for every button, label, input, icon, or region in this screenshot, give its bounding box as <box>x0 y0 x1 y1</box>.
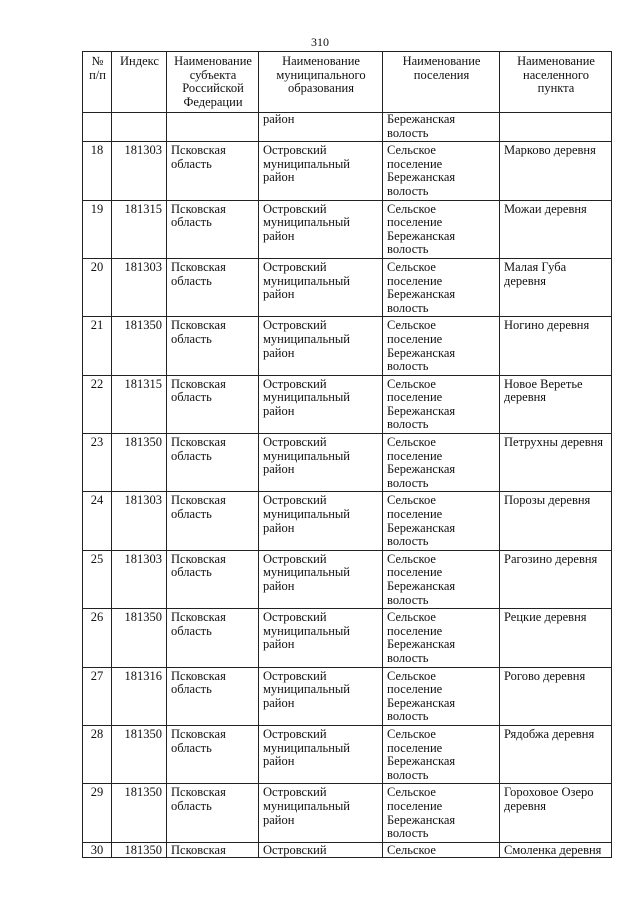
cell-number: 23 <box>83 434 112 492</box>
cell-subject: Псковская область <box>167 667 259 725</box>
cell-locality: Новое Веретье деревня <box>500 375 612 433</box>
table-row <box>83 492 612 550</box>
page-number: 310 <box>311 35 329 49</box>
cell-municipality: Островский муниципальный район <box>259 609 383 667</box>
table-row <box>83 725 612 783</box>
cell-subject: Псковская область <box>167 317 259 375</box>
cell-settlement: Сельское поселение Бережанская волость <box>383 375 500 433</box>
table-row <box>83 317 612 375</box>
cell-locality <box>500 113 612 142</box>
cell-subject: Псковская область <box>167 725 259 783</box>
cell-settlement: Сельское поселение Бережанская волость <box>383 142 500 200</box>
cell-settlement: Сельское поселение Бережанская волость <box>383 667 500 725</box>
cell-locality: Петрухны деревня <box>500 434 612 492</box>
cell-subject: Псковская <box>167 842 259 858</box>
cell-number: 28 <box>83 725 112 783</box>
cell-settlement: Сельское поселение Бережанская волость <box>383 317 500 375</box>
settlements-table <box>82 51 612 858</box>
cell-number: 20 <box>83 258 112 316</box>
cell-number: 27 <box>83 667 112 725</box>
cell-number: 30 <box>83 842 112 858</box>
header-number: № п/п <box>83 52 112 113</box>
cell-settlement: Бережанская волость <box>383 113 500 142</box>
cell-number: 29 <box>83 784 112 842</box>
cell-subject: Псковская область <box>167 258 259 316</box>
cell-municipality: Островский муниципальный район <box>259 434 383 492</box>
header-locality: Наименование населенного пункта <box>500 52 612 113</box>
table-row <box>83 667 612 725</box>
cell-index: 181350 <box>112 609 167 667</box>
table-row <box>83 784 612 842</box>
table-body <box>83 113 612 858</box>
cell-municipality: район <box>259 113 383 142</box>
cell-subject: Псковская область <box>167 784 259 842</box>
cell-number: 26 <box>83 609 112 667</box>
table-row <box>83 142 612 200</box>
cell-locality: Ногино деревня <box>500 317 612 375</box>
cell-subject: Псковская область <box>167 142 259 200</box>
cell-settlement: Сельское поселение Бережанская волость <box>383 200 500 258</box>
cell-subject <box>167 113 259 142</box>
cell-number: 19 <box>83 200 112 258</box>
cell-municipality: Островский муниципальный район <box>259 258 383 316</box>
cell-municipality: Островский муниципальный район <box>259 550 383 608</box>
header-subject: Наименование субъекта Российской Федерации <box>167 52 259 113</box>
cell-municipality: Островский <box>259 842 383 858</box>
table-row <box>83 434 612 492</box>
cell-settlement: Сельское поселение Бережанская волость <box>383 609 500 667</box>
cell-index: 181315 <box>112 375 167 433</box>
cell-locality: Можаи деревня <box>500 200 612 258</box>
cell-index: 181350 <box>112 784 167 842</box>
cell-index <box>112 113 167 142</box>
cell-index: 181303 <box>112 492 167 550</box>
cell-locality: Гороховое Озеро деревня <box>500 784 612 842</box>
table-row <box>83 550 612 608</box>
cell-settlement: Сельское поселение Бережанская волость <box>383 434 500 492</box>
cell-index: 181350 <box>112 725 167 783</box>
cell-index: 181303 <box>112 142 167 200</box>
cell-locality: Смоленка деревня <box>500 842 612 858</box>
cell-index: 181316 <box>112 667 167 725</box>
cell-index: 181350 <box>112 842 167 858</box>
cell-municipality: Островский муниципальный район <box>259 142 383 200</box>
cell-index: 181315 <box>112 200 167 258</box>
table-row <box>83 375 612 433</box>
cell-index: 181303 <box>112 550 167 608</box>
cell-locality: Марково деревня <box>500 142 612 200</box>
cell-municipality: Островский муниципальный район <box>259 492 383 550</box>
cell-subject: Псковская область <box>167 550 259 608</box>
cell-municipality: Островский муниципальный район <box>259 725 383 783</box>
cell-number: 24 <box>83 492 112 550</box>
table-row-continuation <box>83 113 612 142</box>
cell-locality: Рогово деревня <box>500 667 612 725</box>
cell-locality: Рядобжа деревня <box>500 725 612 783</box>
cell-subject: Псковская область <box>167 609 259 667</box>
cell-settlement: Сельское поселение Бережанская волость <box>383 725 500 783</box>
cell-subject: Псковская область <box>167 200 259 258</box>
cell-index: 181350 <box>112 434 167 492</box>
table-row <box>83 842 612 858</box>
cell-locality: Рецкие деревня <box>500 609 612 667</box>
cell-number: 18 <box>83 142 112 200</box>
table-row <box>83 200 612 258</box>
cell-subject: Псковская область <box>167 375 259 433</box>
cell-number: 25 <box>83 550 112 608</box>
cell-settlement: Сельское поселение Бережанская волость <box>383 784 500 842</box>
header-index: Индекс <box>112 52 167 113</box>
cell-number <box>83 113 112 142</box>
cell-municipality: Островский муниципальный район <box>259 667 383 725</box>
cell-index: 181303 <box>112 258 167 316</box>
cell-settlement: Сельское поселение Бережанская волость <box>383 258 500 316</box>
cell-municipality: Островский муниципальный район <box>259 784 383 842</box>
cell-municipality: Островский муниципальный район <box>259 375 383 433</box>
cell-locality: Малая Губа деревня <box>500 258 612 316</box>
table-row <box>83 258 612 316</box>
cell-locality: Рагозино деревня <box>500 550 612 608</box>
table-row <box>83 609 612 667</box>
cell-subject: Псковская область <box>167 492 259 550</box>
cell-municipality: Островский муниципальный район <box>259 200 383 258</box>
header-settlement: Наименование поселения <box>383 52 500 113</box>
cell-subject: Псковская область <box>167 434 259 492</box>
cell-municipality: Островский муниципальный район <box>259 317 383 375</box>
cell-number: 22 <box>83 375 112 433</box>
cell-settlement: Сельское поселение Бережанская волость <box>383 550 500 608</box>
cell-settlement: Сельское поселение Бережанская волость <box>383 492 500 550</box>
cell-number: 21 <box>83 317 112 375</box>
header-municipality: Наименование муниципального образования <box>259 52 383 113</box>
cell-locality: Порозы деревня <box>500 492 612 550</box>
cell-settlement: Сельское <box>383 842 500 858</box>
table-header-row <box>83 52 612 113</box>
cell-index: 181350 <box>112 317 167 375</box>
